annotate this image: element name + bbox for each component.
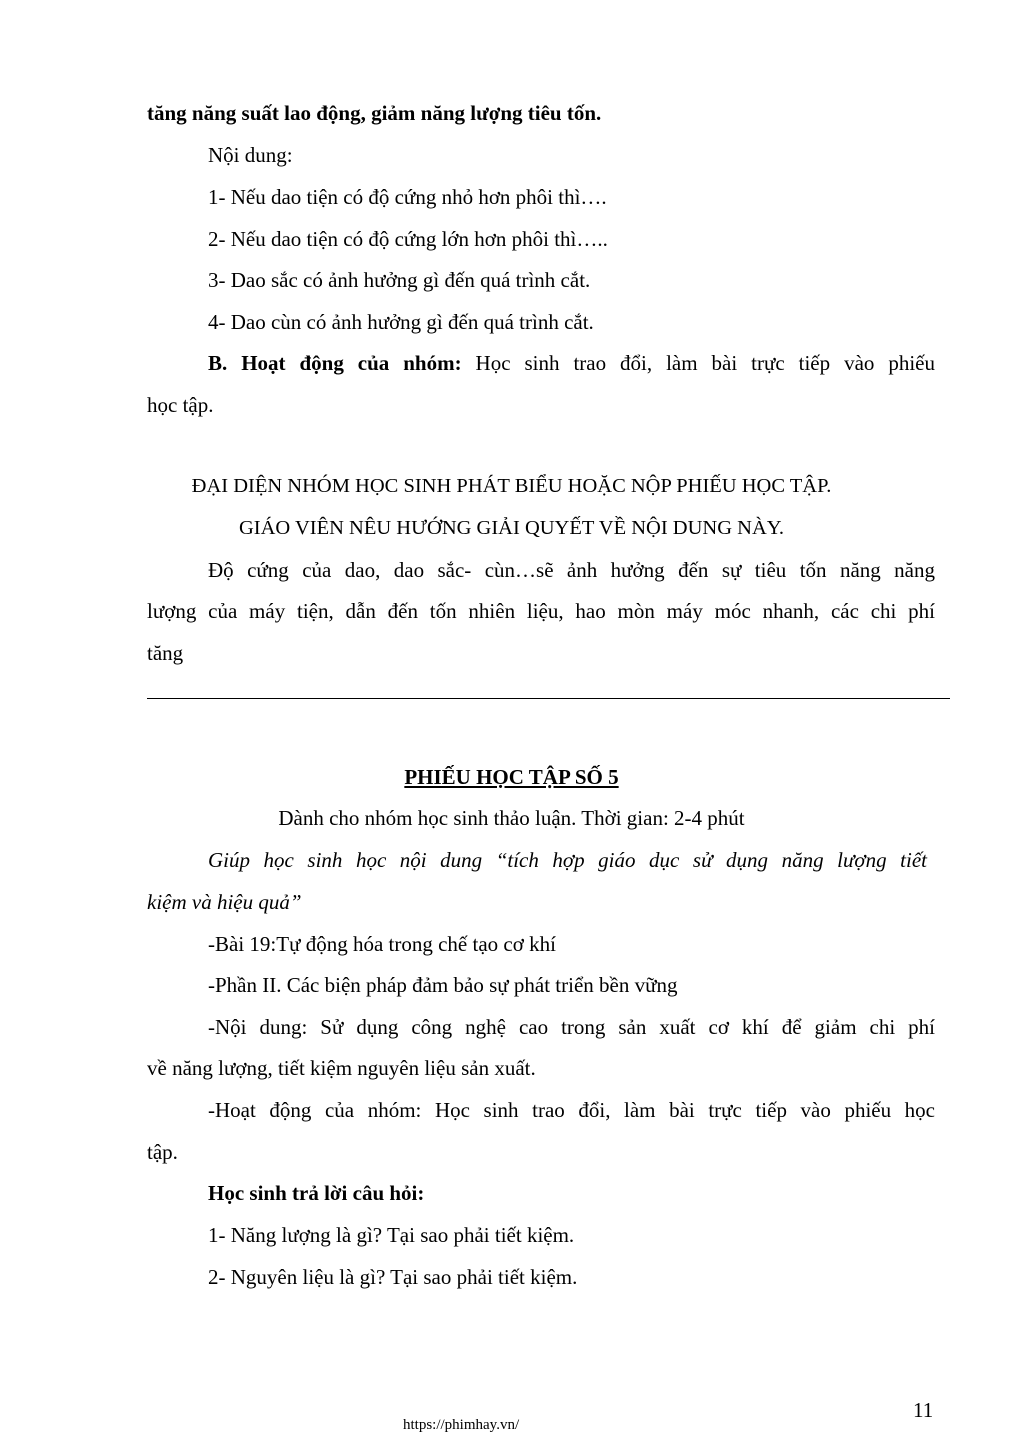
group-activity-line-2: học tập. [147,393,214,417]
intro-line-1: Giúp học sinh học nội dung “tích hợp giáo dục sử dụng năng lượng tiết [208,848,927,872]
lesson-line: -Bài 19:Tự động hóa trong chế tạo cơ khí [208,932,556,956]
question-item: 2- Nguyên liệu là gì? Tại sao phải tiết kiệm. [208,1265,578,1289]
content-line-2: về năng lượng, tiết kiệm nguyên liệu sản xuất. [147,1056,536,1080]
question-item: 1- Năng lượng là gì? Tại sao phải tiết kiệm. [208,1223,575,1247]
answer-line-3: tăng [147,641,184,665]
answer-line-2: lượng của máy tiện, dẫn đến tốn nhiên liệu, hao mòn máy móc nhanh, các chi phí [147,599,935,623]
activity-line-1: -Hoạt động của nhóm: Học sinh trao đổi, làm bài trực tiếp vào phiếu học [208,1098,935,1122]
list-item: 1- Nếu dao tiện có độ cứng nhỏ hơn phôi thì…. [208,185,607,209]
caps-heading-1: ĐẠI DIỆN NHÓM HỌC SINH PHÁT BIỂU HOẶC NỘP PHIẾU HỌC TẬP. [191,475,832,497]
worksheet-subtitle: Dành cho nhóm học sinh thảo luận. Thời gian: 2-4 phút [278,806,745,830]
list-item: 4- Dao cùn có ảnh hưởng gì đến quá trình cắt. [208,310,594,334]
page-number: 11 [913,1398,934,1422]
group-activity-line [208,350,935,376]
footer-url: https://phimhay.vn/ [403,1417,520,1433]
horizontal-divider [147,698,950,699]
caps-heading-2: GIÁO VIÊN NÊU HƯỚNG GIẢI QUYẾT VỀ NỘI DUNG NÀY. [238,517,785,539]
group-activity-label: B. Hoạt động của nhóm: [208,351,462,375]
list-item: 2- Nếu dao tiện có độ cứng lớn hơn phôi thì….. [208,227,608,251]
answer-line-1: Độ cứng của dao, dao sắc- cùn…sẽ ảnh hưởng đến sự tiêu tốn năng năng [208,558,935,582]
content-label: Nội dung: [208,143,293,167]
content-line-1: -Nội dung: Sử dụng công nghệ cao trong sản xuất cơ khí để giảm chi phí [208,1015,935,1039]
list-item: 3- Dao sắc có ảnh hưởng gì đến quá trình cắt. [208,268,591,292]
questions-label: Học sinh trả lời câu hỏi: [208,1181,425,1205]
group-activity-text: Học sinh trao đổi, làm bài trực tiếp vào phiếu [461,351,935,375]
paragraph-line: tăng năng suất lao động, giảm năng lượng tiêu tốn. [147,101,602,125]
section-line: -Phần II. Các biện pháp đảm bảo sự phát triển bền vững [208,973,678,997]
worksheet-title: PHIẾU HỌC TẬP SỐ 5 [404,765,619,789]
activity-line-2: tập. [147,1140,178,1164]
intro-line-2: kiệm và hiệu quả” [147,890,302,914]
